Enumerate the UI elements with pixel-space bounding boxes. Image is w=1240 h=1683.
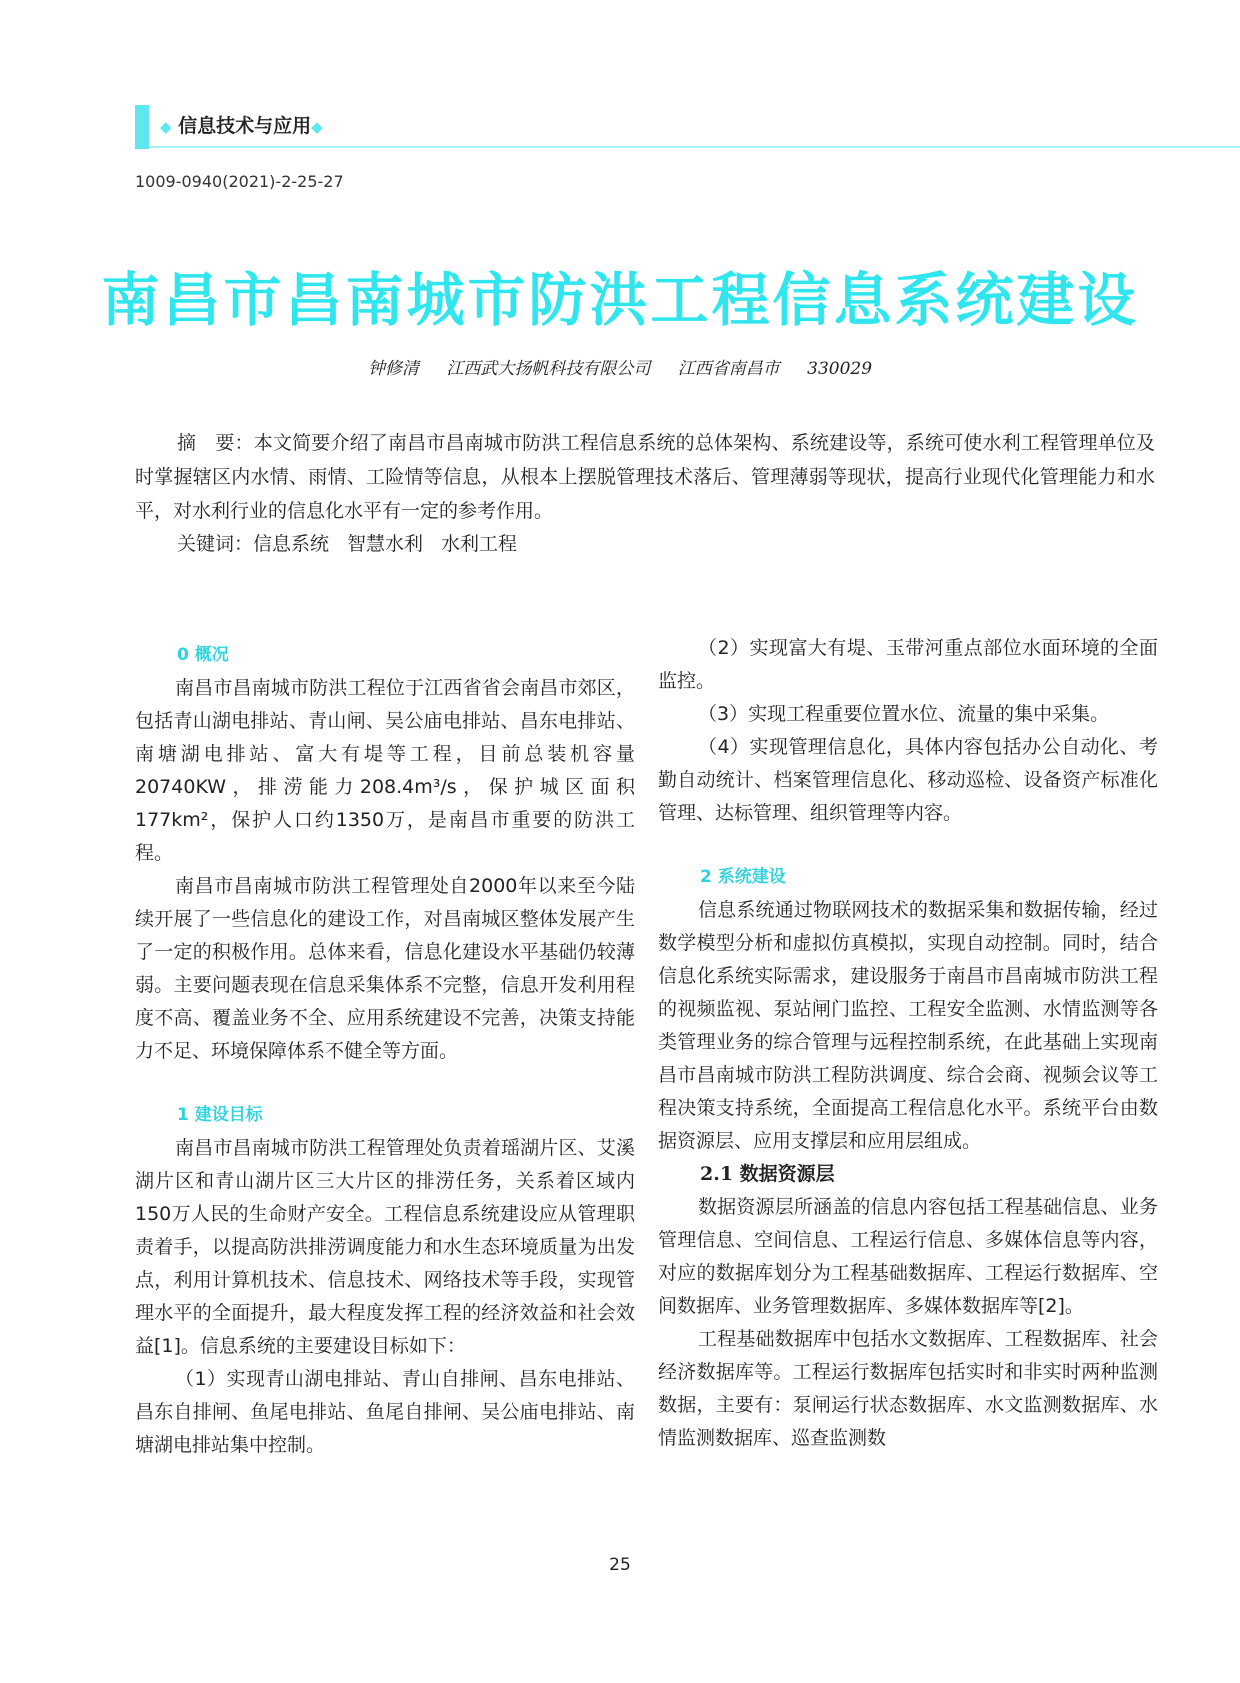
keyword: 水利工程 — [441, 533, 518, 555]
page-number: 25 — [609, 1555, 631, 1575]
list-item: （2）实现富大有堤、玉带河重点部位水面环境的全面监控。 — [658, 637, 1158, 692]
diamond-icon: ◆ — [311, 118, 323, 136]
keywords-label: 关键词： — [177, 533, 254, 555]
header-rule — [149, 146, 1240, 148]
list-item: （3）实现工程重要位置水位、流量的集中采集。 — [698, 703, 1110, 725]
paragraph: 信息系统通过物联网技术的数据采集和数据传输，经过数学模型分析和虚拟仿真模拟，实现自动控制。同时，结合信息化系统实际需求，建设服务于南昌市昌南城市防洪工程的视频监视、泵站闸门监控、工程安全监测、水情监测等各类管理业务的综合管理与远程控制系统，在此基础上实现南昌市昌南城市防洪工程防洪调度、综合会商、视频会议等工程决策支持系统，全面提高工程信息化水平。系统平台由数据资源层、应用支撑层和应用层组成。 — [658, 899, 1158, 1152]
left-column — [135, 638, 635, 1462]
author-line — [0, 354, 1240, 379]
author-location: 江西省南昌市 — [677, 359, 780, 379]
author-affiliation: 江西武大扬帆科技有限公司 — [446, 359, 651, 379]
section-heading: 1 建设目标 — [177, 1105, 263, 1125]
author-name: 钟修清 — [367, 359, 419, 379]
subsection-heading: 2.1 数据资源层 — [700, 1163, 835, 1185]
paragraph: 工程基础数据库中包括水文数据库、工程数据库、社会经济数据库等。工程运行数据库包括实时和非实时两种监测数据，主要有：泵闸运行状态数据库、水文监测数据库、水情监测数据库、巡查监测数 — [658, 1328, 1158, 1449]
section-heading: 2 系统建设 — [700, 867, 786, 887]
journal-section-header — [160, 112, 323, 140]
keywords — [177, 527, 535, 561]
list-item: （1）实现青山湖电排站、青山自排闸、昌东电排站、昌东自排闸、鱼尾电排站、鱼尾自排闸、吴公庙电排站、南塘湖电排站集中控制。 — [135, 1368, 635, 1456]
article-title: 南昌市昌南城市防洪工程信息系统建设 — [101, 266, 1139, 334]
paragraph: 数据资源层所涵盖的信息内容包括工程基础信息、业务管理信息、空间信息、工程运行信息、多媒体信息等内容，对应的数据库划分为工程基础数据库、工程运行数据库、空间数据库、业务管理数据库、多媒体数据库等[2]。 — [658, 1196, 1158, 1317]
paragraph: 南昌市昌南城市防洪工程管理处自2000年以来至今陆续开展了一些信息化的建设工作，对昌南城区整体发展产生了一定的积极作用。总体来看，信息化建设水平基础仍较薄弱。主要问题表现在信息采集体系不完整，信息开发利用程度不高、覆盖业务不全、应用系统建设不完善，决策支持能力不足、环境保障体系不健全等方面。 — [135, 875, 635, 1062]
keyword: 信息系统 — [253, 533, 330, 555]
paragraph: 南昌市昌南城市防洪工程管理处负责着瑶湖片区、艾溪湖片区和青山湖片区三大片区的排涝任务，关系着区域内150万人民的生命财产安全。工程信息系统建设应从管理职责着手，以提高防洪排涝调度能力和水生态环境质量为出发点，利用计算机技术、信息技术、网络技术等手段，实现管理水平的全面提升，最大程度发挥工程的经济效益和社会效益[1]。信息系统的主要建设目标如下： — [135, 1137, 635, 1357]
keyword: 智慧水利 — [347, 533, 424, 555]
list-item: （4）实现管理信息化，具体内容包括办公自动化、考勤自动统计、档案管理信息化、移动巡检、设备资产标准化管理、达标管理、组织管理等内容。 — [658, 736, 1158, 824]
section-label: 信息技术与应用 — [178, 115, 312, 137]
right-column — [658, 632, 1158, 1455]
paragraph: 南昌市昌南城市防洪工程位于江西省省会南昌市郊区，包括青山湖电排站、青山闸、吴公庙电排站、昌东电排站、南塘湖电排站、富大有堤等工程，目前总装机容量20740KW，排涝能力208.4m³/s，保护城区面积177km²，保护人口约1350万，是南昌市重要的防洪工程。 — [135, 677, 635, 864]
abstract: 摘 要：本文简要介绍了南昌市昌南城市防洪工程信息系统的总体架构、系统建设等，系统可使水利工程管理单位及时掌握辖区内水情、雨情、工险情等信息，从根本上摆脱管理技术落后、管理薄弱等现状，提高行业现代化管理能力和水平，对水利行业的信息化水平有一定的参考作用。 — [135, 432, 1155, 522]
header-accent-bar — [135, 105, 149, 149]
author-postcode: 330029 — [807, 359, 873, 379]
diamond-icon: ◆ — [160, 118, 172, 136]
issn-code: 1009-0940(2021)-2-25-27 — [135, 172, 344, 191]
section-heading: 0 概况 — [177, 645, 229, 665]
